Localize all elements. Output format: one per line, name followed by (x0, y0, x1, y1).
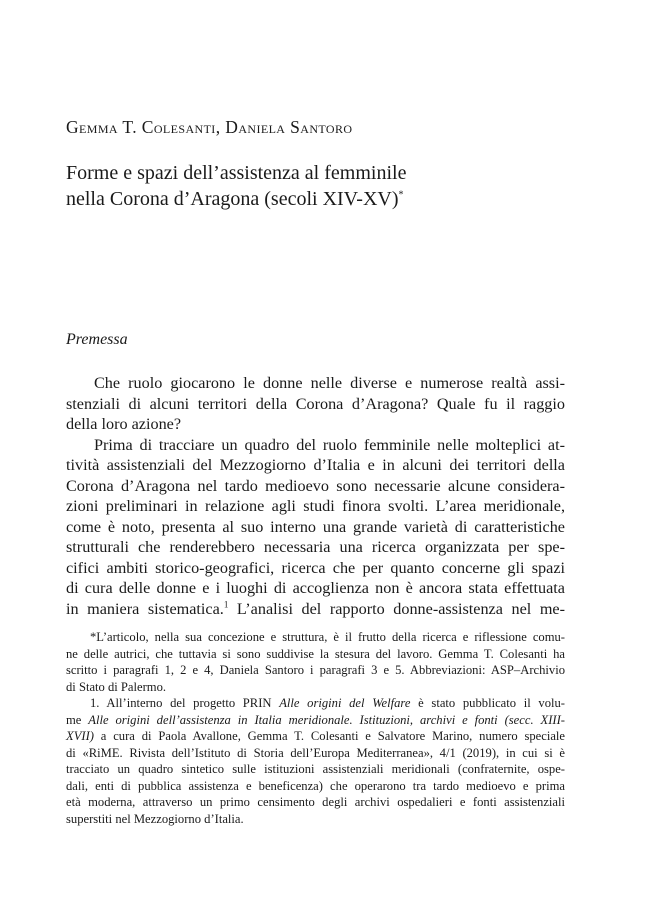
footnote-1-line (66, 712, 565, 729)
footnote-italic-title: Alle origini dell’assistenza in Italia meridionale. Istituzioni, archivi e fonti (secc. XIII- (88, 712, 565, 727)
footnote-star-line: di Stato di Palermo. (66, 679, 167, 694)
title-line-2 (66, 186, 586, 212)
footnote-1-line: età moderna, attraverso un primo censimento degli archivi ospedalieri e fonti assistenziali (66, 795, 565, 809)
footnotes (66, 629, 565, 827)
section-heading: Premessa (66, 331, 128, 348)
authors-line (66, 117, 586, 138)
author-separator: , (215, 117, 221, 137)
footnote-italic-title: Alle origini del Welfare (279, 696, 411, 710)
title-line-2-text: nella Corona d’Aragona (secoli XIV-XV) (66, 188, 399, 210)
body-text (66, 373, 565, 619)
body-line: come è noto, presenta al suo interno una grande varietà di caratteristiche (66, 517, 565, 536)
body-line-with-note-ref (66, 599, 565, 620)
title-footnote-marker: * (398, 189, 404, 201)
body-line: Prima di tracciare un quadro del ruolo femminile nelle molteplici at- (94, 435, 565, 454)
body-line: Corona d’Aragona nel tardo medioevo sono necessarie alcune considera- (66, 476, 565, 495)
footnote-1-line (66, 695, 565, 712)
footnote-1-line: tracciato un quadro sintetico sulle istituzioni assistenziali meridionali (confraternite, ospe- (66, 762, 565, 776)
body-line: della loro azione? (66, 415, 182, 433)
author-second: Daniela Santoro (225, 117, 353, 137)
footnote-star-line: *L’articolo, nella sua concezione e struttura, è il frutto della ricerca e riflessione comu- (90, 630, 565, 644)
footnote-text: 1. All’interno del progetto PRIN (90, 696, 280, 710)
footnote-1-line: di «RiME. Rivista dell’Istituto di Storia dell’Europa Mediterranea», 4/1 (2019), in cui si è (66, 745, 565, 760)
footnote-ref-1[interactable]: 1 (223, 599, 229, 610)
author-first: Gemma T. Colesanti (66, 117, 216, 137)
footnote-star-line: scritto i paragrafi 1, 2 e 4, Daniela Santoro i paragrafi 3 e 5. Abbreviazioni: ASP–Archivio (66, 663, 565, 677)
footnote-text: a cura di Paola Avallone, Gemma T. Colesanti e Salvatore Marino, numero speciale (93, 729, 565, 743)
body-line: cifici ambiti storico-geografici, ricerca che per quanto concerne gli spazi (66, 558, 565, 577)
footnote-1-line: dali, enti di pubblica assistenza e beneficenza) che operarono tra tardo medioevo e prima (66, 778, 565, 793)
body-text-segment: L’analisi del rapporto donne-assistenza nel me- (228, 599, 566, 618)
footnote-italic-title: XVII) (66, 729, 94, 743)
footnote-1-line (66, 728, 565, 745)
article-title (66, 160, 586, 212)
body-line: Che ruolo giocarono le donne nelle diverse e numerose realtà assi- (94, 374, 565, 392)
footnote-text: me (66, 712, 89, 727)
footnote-1-line: superstiti nel Mezzogiorno d’Italia. (66, 811, 244, 826)
body-text-segment: in maniera sistematica. (66, 599, 224, 618)
body-line: stenziali di alcuni territori della Corona d’Aragona? Quale fu il raggio (66, 394, 565, 413)
footnote-star-line: ne delle autrici, che tuttavia si sono suddivise la stesura del lavoro. Gemma T. Colesanti ha (66, 646, 565, 661)
body-line: tività assistenziali del Mezzogiorno d’Italia e in alcuni dei territori della (66, 456, 565, 474)
body-line: di cura delle donne e i luoghi di accoglienza non è ancora stata effettuata (66, 579, 565, 597)
body-line: zioni preliminari in relazione agli studi finora svolti. L’area meridionale, (66, 497, 565, 515)
title-line-1: Forme e spazi dell’assistenza al femminile (66, 162, 407, 184)
body-line: strutturali che renderebbero necessaria una ricerca organizzata per spe- (66, 538, 565, 556)
footnote-text: è stato pubblicato il volu- (410, 696, 565, 710)
